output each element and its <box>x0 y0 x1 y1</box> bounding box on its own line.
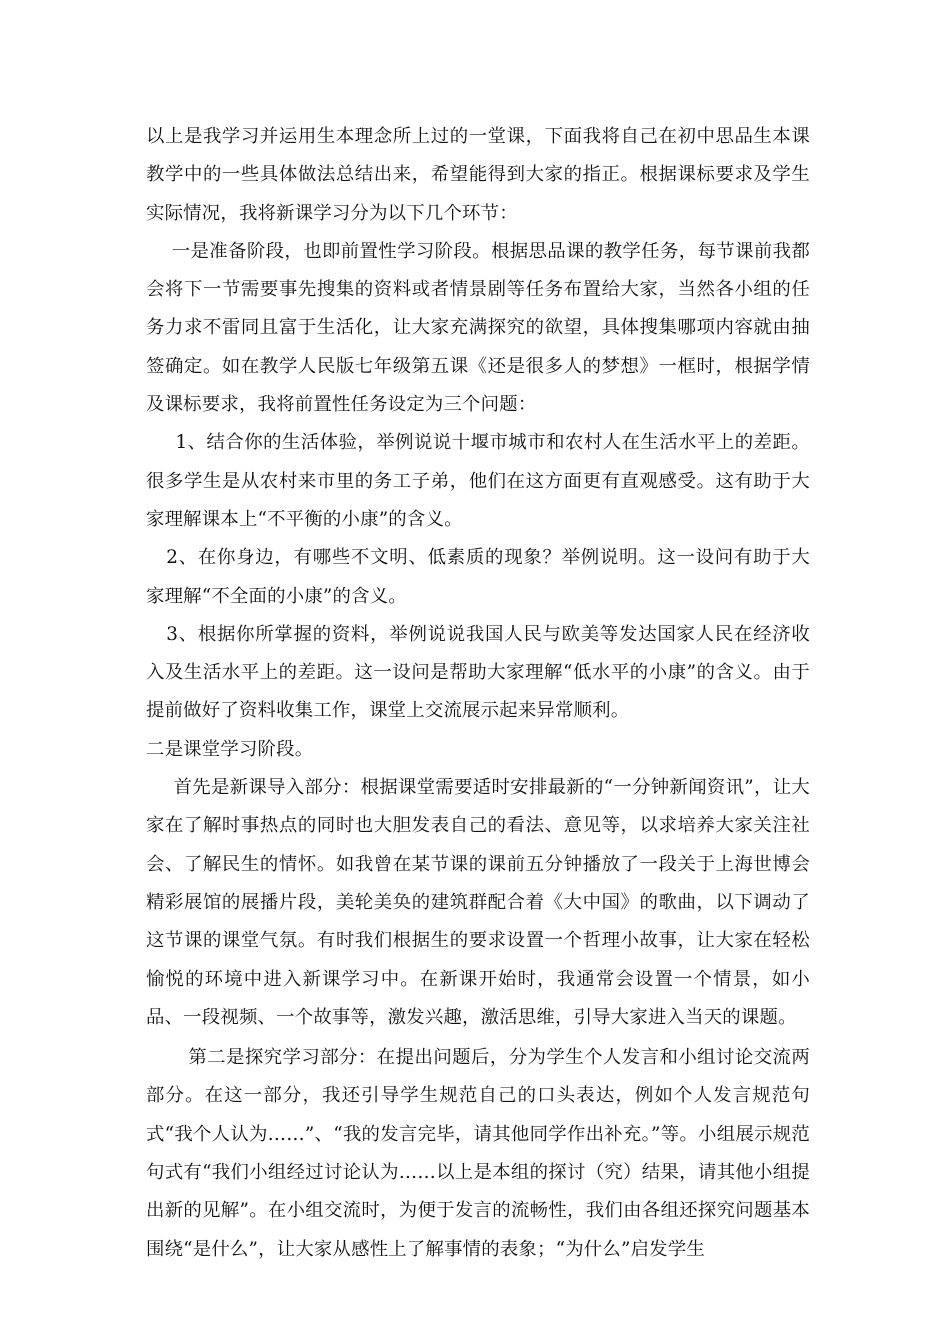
paragraph-question-3: 3、根据你所掌握的资料，举例说说我国人民与欧美等发达国家人民在经济收入及生活水平上的差距。这一设问是帮助大家理解“低水平的小康”的含义。由于提前做好了资料收集工作，课堂上交流展示起来异常顺利。 <box>146 623 810 722</box>
paragraph-lesson-intro: 首先是新课导入部分：根据课堂需要适时安排最新的“一分钟新闻资讯”，让大家在了解时事热点的同时也大胆发表自己的看法、意见等，以求培养大家关注社会、了解民生的情怀。如我曾在某节课的课前五分钟播放了一段关于上海世博会精彩展馆的展播片段，美轮美奂的建筑群配合着《大中国》的歌曲，以下调动了这节课的课堂气氛。有时我们根据生的要求设置一个哲理小故事，让大家在轻松愉悦的环境中进入新课学习中。在新课开始时，我通常会设置一个情景，如小品、一段视频、一个故事等，激发兴趣，激活思维，引导大家进入当天的课题。 <box>146 777 810 1028</box>
paragraph-inquiry-learning: 第二是探究学习部分：在提出问题后，分为学生个人发言和小组讨论交流两部分。在这一部分，我还引导学生规范自己的口头表达，例如个人发言规范句式“我个人认为……”、“我的发言完毕，请其他同学作出补充。”等。小组展示规范句式有“我们小组经过讨论认为……以上是本组的探讨（究）结果，请其他小组提出新的见解”。在小组交流时，为便于发言的流畅性，我们由各组还探究问题基本围绕“是什么”，让大家从感性上了解事情的表象；“为什么”启发学生 <box>146 1047 810 1260</box>
paragraph-classroom-stage: 二是课堂学习阶段。 <box>146 738 314 760</box>
paragraph-intro: 以上是我学习并运用生本理念所上过的一堂课，下面我将自己在初中思品生本课教学中的一些具体做法总结出来，希望能得到大家的指正。根据课标要求及学生实际情况，我将新课学习分为以下几个环节： <box>146 126 810 224</box>
document-body <box>146 118 810 1269</box>
paragraph-preparation-stage: 一是准备阶段，也即前置性学习阶段。根据思品课的教学任务，每节课前我都会将下一节需要事先搜集的资料或者情景剧等任务布置给大家，当然各小组的任务力求不雷同且富于生活化，让大家充满探究的欲望，具体搜集哪项内容就由抽签确定。如在教学人民版七年级第五课《还是很多人的梦想》一框时，根据学情及课标要求，我将前置性任务设定为三个问题： <box>146 240 810 416</box>
paragraph-question-2: 2、在你身边，有哪些不文明、低素质的现象？举例说明。这一设问有助于大家理解“不全面的小康”的含义。 <box>146 547 810 607</box>
paragraph-question-1: 1、结合你的生活体验，举例说说十堰市城市和农村人在生活水平上的差距。很多学生是从农村来市里的务工子弟，他们在这方面更有直观感受。这有助于大家理解课本上“不平衡的小康”的含义。 <box>146 432 810 530</box>
